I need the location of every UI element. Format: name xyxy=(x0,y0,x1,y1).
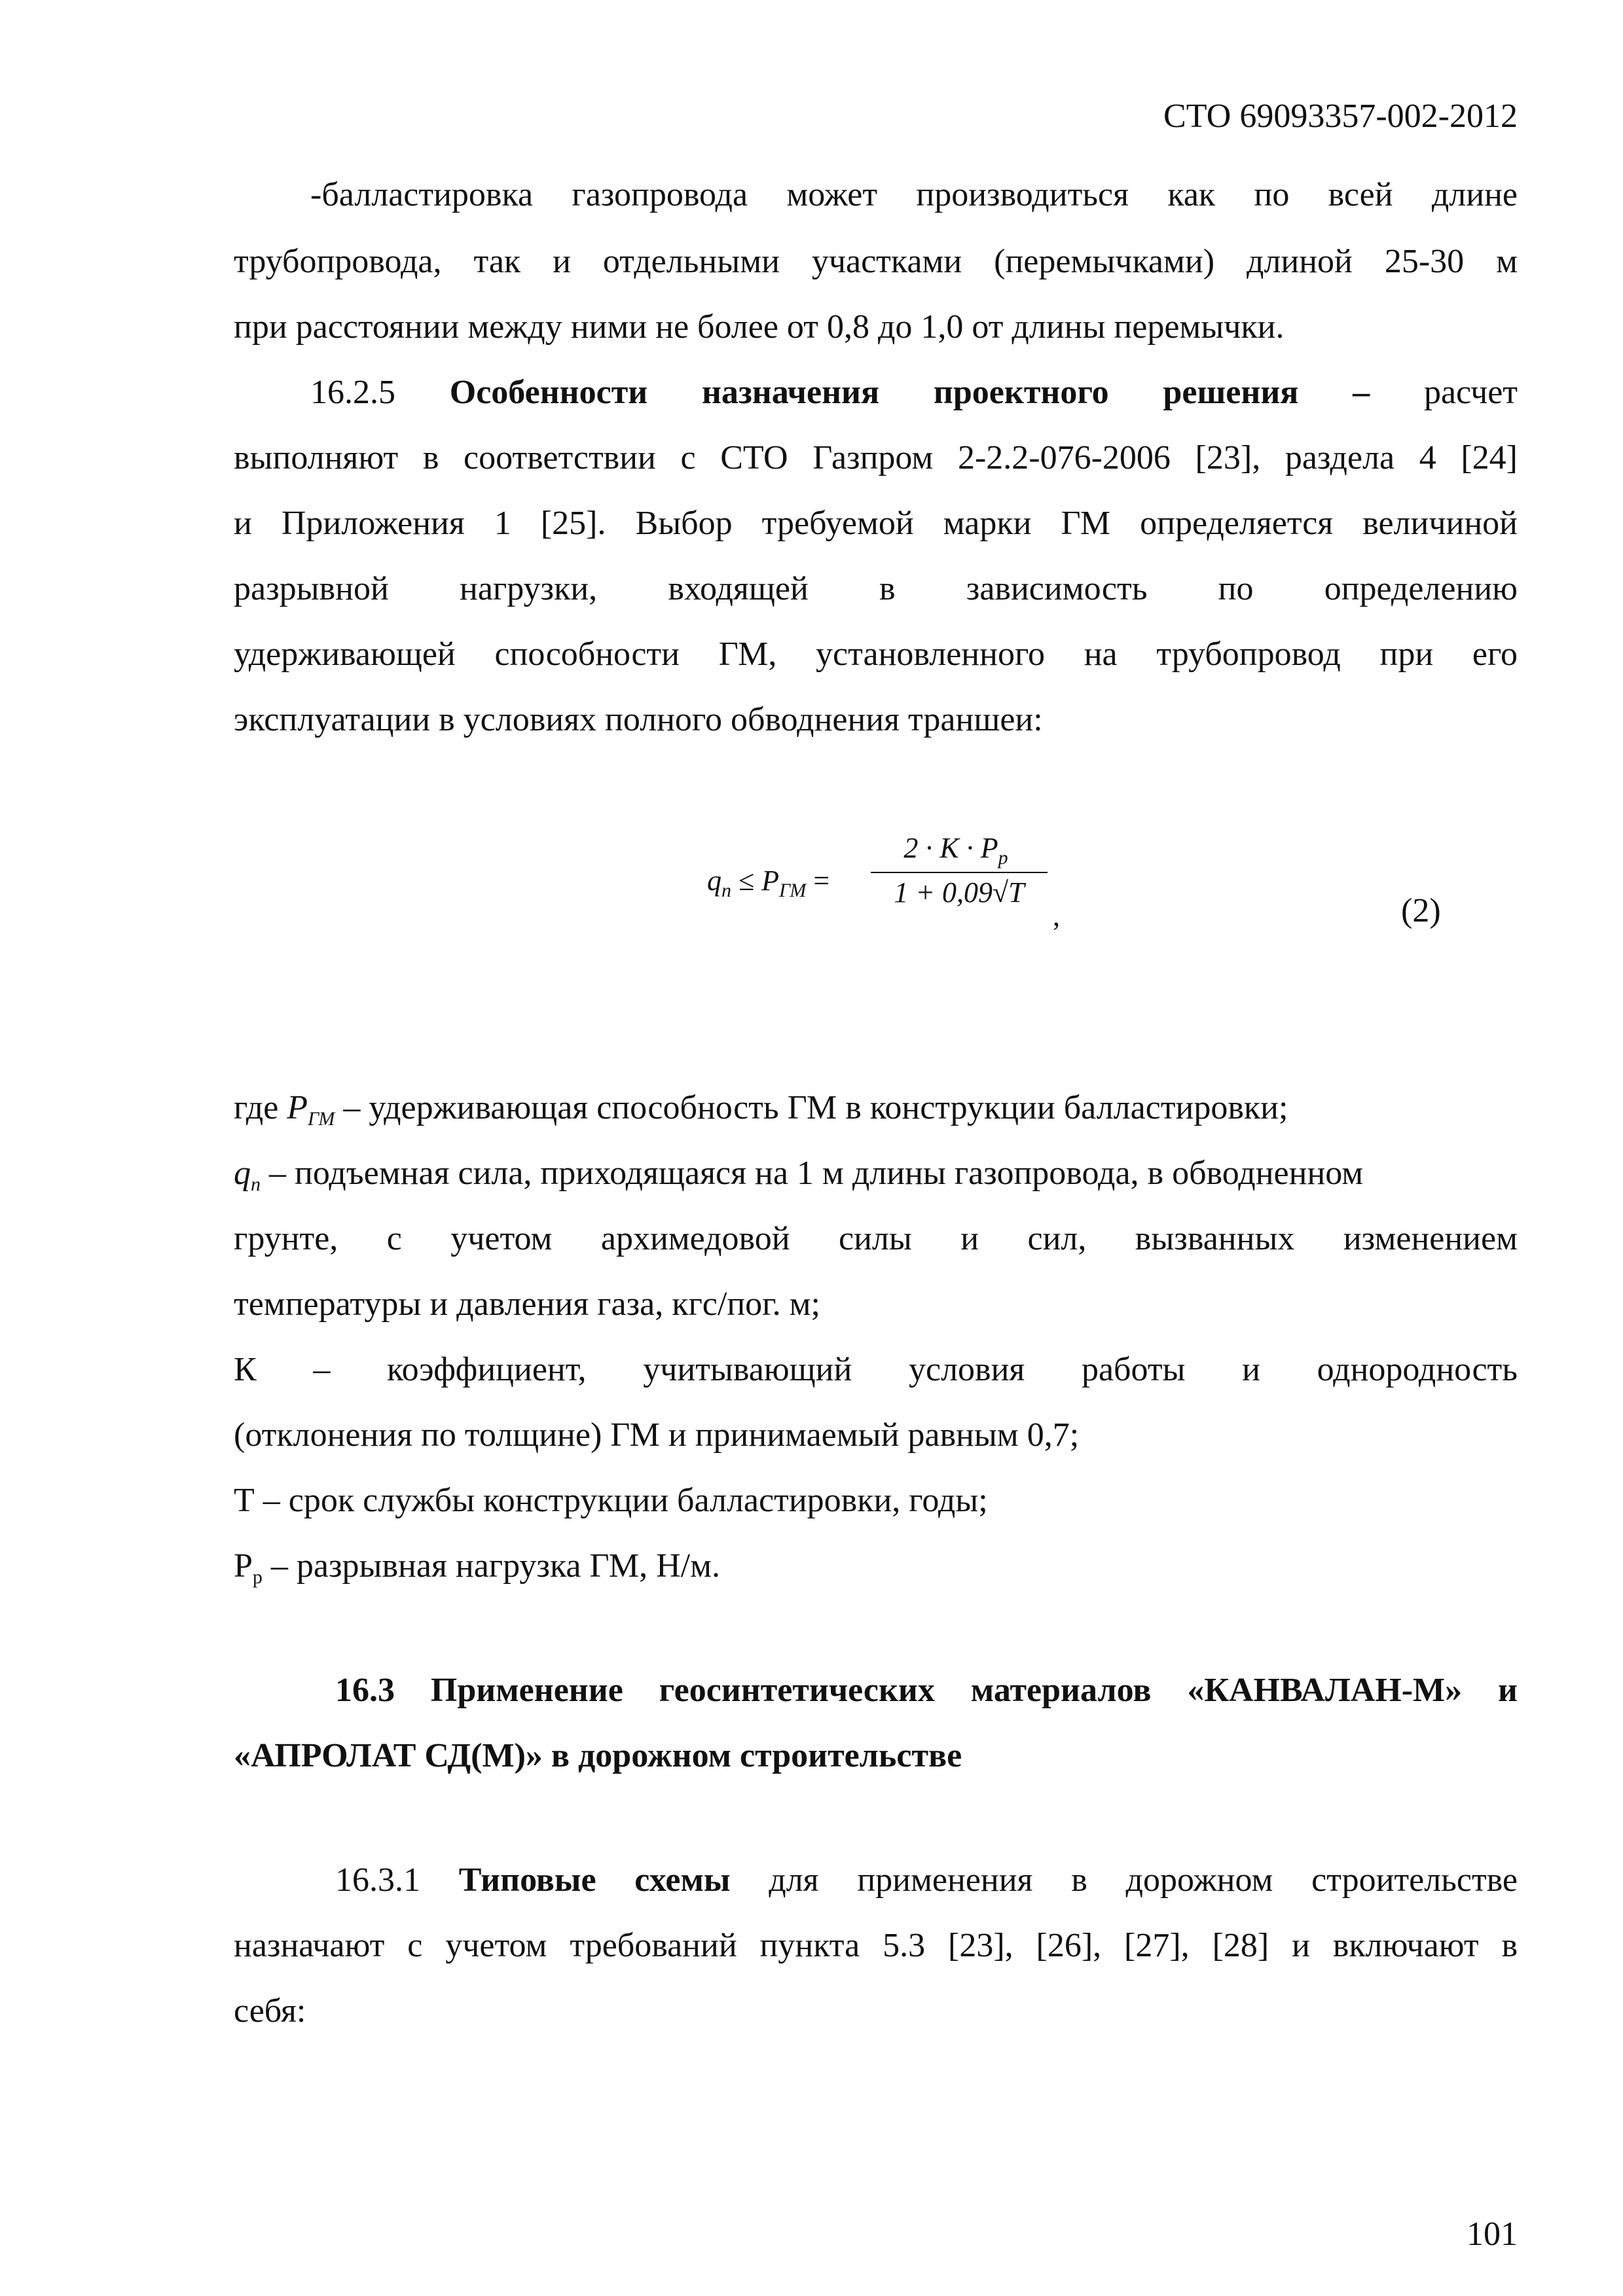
where-line-3: грунте, с учетом архимедовой силы и сил, вызванных изменением xyxy=(234,1220,1518,1257)
where-prefix: где xyxy=(234,1089,287,1126)
formula-numerator-sub: p xyxy=(998,847,1008,869)
where-Pp: Р xyxy=(234,1547,253,1585)
para2-line-5: удерживающей способности ГМ, установленного на трубопровод при его xyxy=(234,636,1518,673)
para2-line1-rest: расчет xyxy=(1423,374,1518,411)
formula-numerator xyxy=(871,831,1041,869)
para1-line-1: -балластировка газопровода может производиться как по всей длине xyxy=(310,176,1518,213)
where-text-1: – удерживающая способность ГМ в конструкции балластировки; xyxy=(335,1089,1288,1126)
where-sym-q: q xyxy=(234,1155,251,1192)
para1-line-3: при расстоянии между ними не более от 0,8 до 1,0 от длины перемычки. xyxy=(234,308,1285,346)
para2-line-1 xyxy=(310,373,1518,412)
formula-le: ≤ xyxy=(739,865,755,897)
where-Pp-sub: р xyxy=(252,1566,263,1588)
where-text-8: – разрывная нагрузка ГМ, Н/м. xyxy=(262,1547,721,1585)
where-sym-P: P xyxy=(287,1089,308,1126)
where-text-2: – подъемная сила, приходящаяся на 1 м длины газопровода, в обводненном xyxy=(261,1155,1364,1192)
formula-q: q xyxy=(707,865,721,897)
formula-P: P xyxy=(761,865,780,897)
para3-line-1 xyxy=(335,1861,1518,1899)
formula-number: (2) xyxy=(1401,892,1441,929)
where-line-4: температуры и давления газа, кгс/пог. м; xyxy=(234,1285,820,1323)
document-code-header: СТО 69093357-002-2012 xyxy=(1163,98,1518,135)
para3-bold-title: Типовые схемы xyxy=(458,1861,731,1899)
formula-comma: , xyxy=(1053,900,1060,932)
para2-line-3: и Приложения 1 [25]. Выбор требуемой марки ГМ определяется величиной xyxy=(234,505,1518,542)
para2-number: 16.2.5 xyxy=(310,374,395,411)
page-number: 101 xyxy=(1467,2215,1518,2253)
para3-line-2: назначают с учетом требований пункта 5.3 [23], [26], [27], [28] и включают в xyxy=(234,1927,1518,1964)
formula-eq: = xyxy=(813,865,830,897)
formula-q-sub: n xyxy=(721,880,731,901)
formula-numerator-text: 2 · K · P xyxy=(903,832,998,864)
fraction-bar xyxy=(871,872,1048,873)
para2-line-6: эксплуатации в условиях полного обводнения траншеи: xyxy=(234,701,1043,738)
para3-number: 16.3.1 xyxy=(335,1861,420,1899)
where-line-1 xyxy=(234,1088,1518,1130)
formula-denominator: 1 + 0,09√T xyxy=(894,876,1025,908)
where-line-2 xyxy=(234,1154,1518,1196)
para2-bold-title: Особенности назначения проектного решения – xyxy=(449,374,1370,411)
where-sym-q-sub: n xyxy=(251,1174,261,1195)
section-heading-line-2: «АПРОЛАТ СД(М)» в дорожном строительстве xyxy=(234,1737,962,1774)
formula-P-sub: ГМ xyxy=(779,880,807,901)
formula-block xyxy=(707,831,1074,942)
para3-line1-rest: для применения в дорожном строительстве xyxy=(769,1861,1518,1899)
where-line-6: (отклонения по толщине) ГМ и принимаемый равным 0,7; xyxy=(234,1416,1080,1454)
section-heading-line-1: 16.3 Применение геосинтетических материалов «КАНВАЛАН-М» и xyxy=(335,1672,1518,1709)
where-line-5: К – коэффициент, учитывающий условия работы и однородность xyxy=(234,1351,1518,1388)
where-line-7: Т – срок службы конструкции балластировки, годы; xyxy=(234,1482,988,1519)
para2-line-2: выполняют в соответствии с СТО Газпром 2-2.2-076-2006 [23], раздела 4 [24] xyxy=(234,439,1518,476)
formula-lhs xyxy=(707,864,830,902)
para3-line-3: себя: xyxy=(234,1992,306,2030)
where-sym-P-sub: ГМ xyxy=(308,1108,335,1130)
para1-line-2: трубопровода, так и отдельными участками (перемычками) длиной 25-30 м xyxy=(234,243,1518,280)
where-line-8 xyxy=(234,1547,1518,1588)
para2-line-4: разрывной нагрузки, входящей в зависимость по определению xyxy=(234,570,1518,607)
